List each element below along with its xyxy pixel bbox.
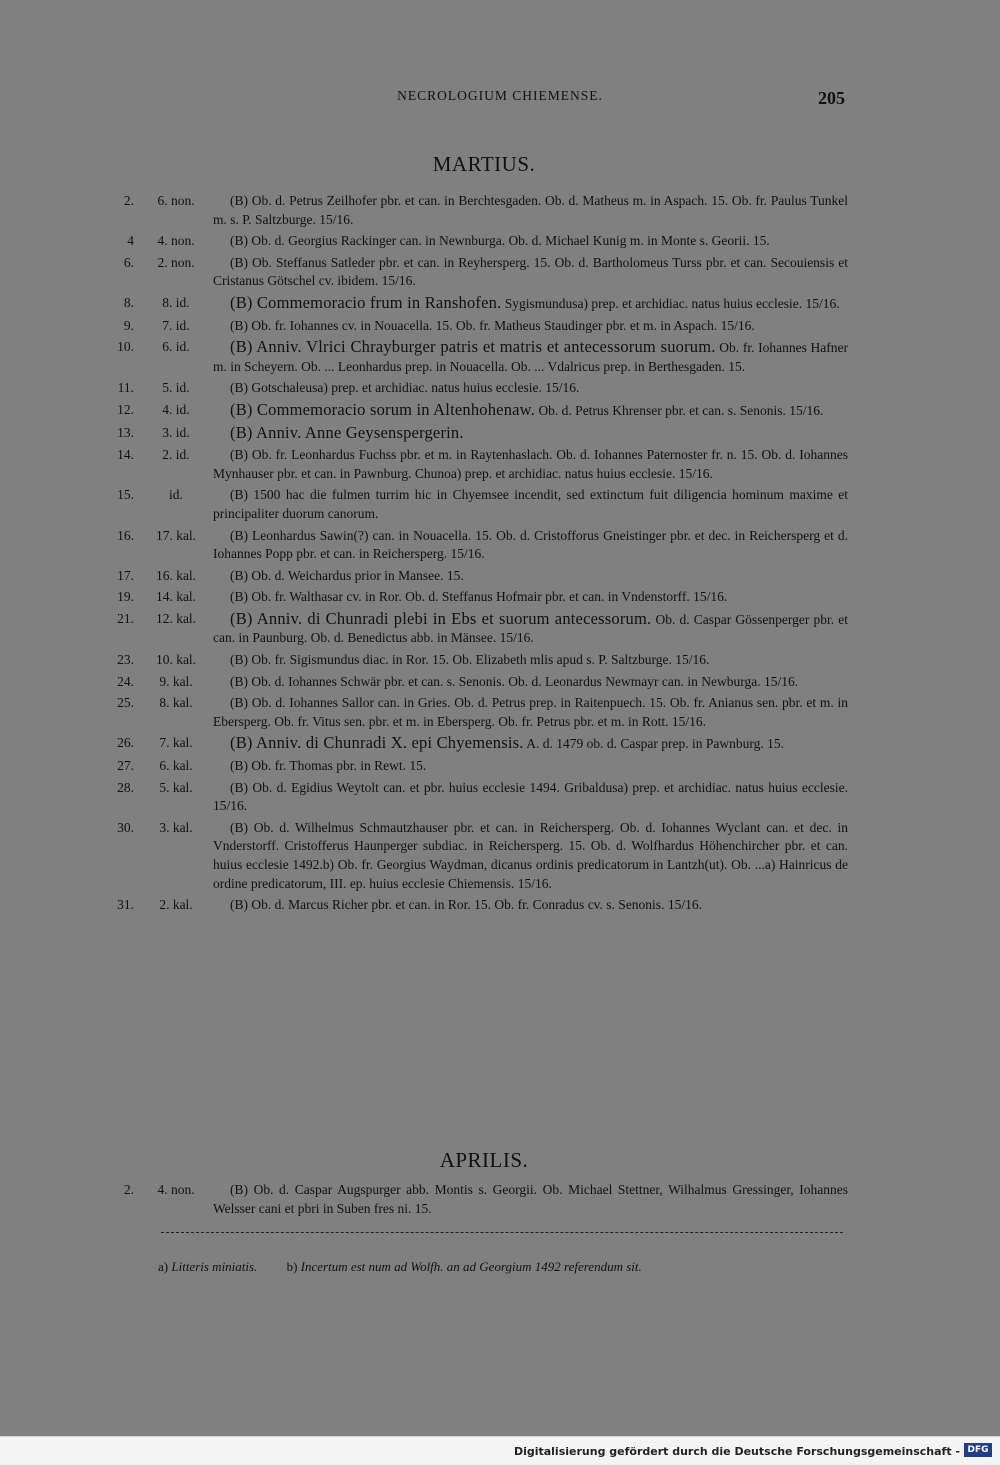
footnote-text: Litteris miniatis.	[171, 1259, 258, 1274]
entry-day: 11.	[117, 380, 134, 396]
entry-calendar-date: 4. non.	[157, 1182, 195, 1197]
entry-text	[213, 757, 848, 776]
entry-day: 15.	[117, 487, 134, 503]
entry-text	[213, 338, 848, 376]
entry-day: 19.	[117, 589, 134, 605]
entry-text	[213, 819, 848, 893]
necrology-entry	[100, 1181, 848, 1218]
entry-day: 30.	[117, 819, 134, 835]
necrology-entry	[100, 294, 848, 314]
entry-day: 25.	[117, 695, 134, 711]
necrology-entry	[100, 651, 848, 670]
entry-body: (B) Ob. d. Weichardus prior in Mansee. 15.	[230, 567, 464, 583]
entry-text	[213, 1181, 848, 1218]
entry-text	[213, 567, 848, 586]
entry-text	[213, 294, 848, 314]
entries-aprilis	[100, 1181, 848, 1221]
entry-anniversary-heading: (B) Anniv. Vlrici Chrayburger patris et matris et antecessorum suorum.	[230, 337, 716, 357]
entry-calendar-date: 10. kal.	[155, 652, 197, 668]
entry-calendar-date: 8. id.	[162, 294, 190, 310]
entry-body: (B) Ob. d. Egidius Weytolt can. et pbr. huius ecclesie 1494. Gribaldusa) prep. et archidiac. natus huius ecclesie. 15/16.	[213, 779, 848, 814]
entry-body: Sygismundusa) prep. et archidiac. natus huius ecclesie. 15/16.	[504, 295, 840, 311]
entry-calendar-date: 4. id.	[162, 401, 190, 417]
necrology-entry	[100, 527, 848, 564]
entry-day: 24.	[117, 673, 134, 689]
footnote-mark: a)	[158, 1259, 169, 1274]
entry-calendar-date: 6. kal.	[159, 758, 193, 774]
entry-day: 12.	[117, 401, 134, 417]
entry-text	[213, 254, 848, 291]
entry-calendar-date: 6. non.	[157, 193, 195, 208]
necrology-entry	[100, 379, 848, 398]
section-heading-aprilis: APRILIS.	[439, 1148, 529, 1172]
necrology-entry	[100, 757, 848, 776]
entry-day: 23.	[117, 652, 134, 668]
footnote-b	[287, 1259, 642, 1274]
entry-calendar-date: 5. id.	[162, 380, 190, 396]
necrology-entry	[100, 896, 848, 915]
necrology-entry	[100, 734, 848, 754]
entry-calendar-date: 3. id.	[162, 424, 190, 440]
necrology-entry	[100, 567, 848, 586]
entry-text	[213, 401, 848, 421]
footnote-mark: b)	[286, 1259, 298, 1274]
entry-text	[213, 424, 848, 444]
entry-anniversary-heading: (B) Anniv. di Chunradi X. epi Chyemensis.	[230, 733, 524, 753]
digitization-credit: Digitalisierung gefördert durch die Deutsche Forschungsgemeinschaft -	[513, 1445, 960, 1458]
necrology-entry	[100, 819, 848, 893]
entry-anniversary-heading: (B) Commemoracio frum in Ranshofen.	[230, 292, 502, 312]
footnotes	[158, 1259, 848, 1275]
entry-calendar-date: 2. id.	[162, 447, 190, 463]
entry-text	[213, 527, 848, 564]
entry-calendar-date: 4. non.	[157, 233, 195, 249]
necrology-entry	[100, 610, 848, 648]
necrology-entry	[100, 232, 848, 251]
entry-day: 28.	[117, 779, 134, 795]
entry-body: (B) Gotschaleusa) prep. et archidiac. natus huius ecclesie. 15/16.	[230, 380, 580, 396]
entry-body: (B) Ob. d. Georgius Rackinger can. in Newnburga. Ob. d. Michael Kunig m. in Monte s. Georii. 15.	[230, 233, 770, 249]
entry-calendar-date: 6. id.	[162, 339, 190, 355]
entry-text	[213, 610, 848, 648]
entry-day: 27.	[117, 758, 134, 774]
entry-day: 6.	[123, 254, 134, 270]
necrology-entry	[100, 779, 848, 816]
entry-calendar-date: 12. kal.	[155, 610, 197, 626]
entry-text	[213, 379, 848, 398]
footnote-divider	[161, 1232, 843, 1233]
entry-calendar-date: 5. kal.	[159, 779, 193, 795]
entry-body: (B) Ob. d. Marcus Richer pbr. et can. in Ror. 15. Ob. fr. Conradus cv. s. Senonis. 15/16.	[230, 897, 702, 913]
entry-day: 26.	[117, 735, 134, 751]
entry-day: 17.	[117, 567, 134, 583]
entry-body: (B) Leonhardus Sawin(?) can. in Nouacella. 15. Ob. d. Cristofforus Gneistinger pbr. et dec. in Reichersperg et d. Iohannes Popp pbr. et can. in Reichersperg. 15/16.	[213, 527, 848, 562]
entry-body: (B) Ob. d. Caspar Augspurger abb. Montis s. Georgii. Ob. Michael Stettner, Wilhalmus Gressinger, Iohannes Welsser cani et pbri in Suben fres ni. 15.	[213, 1182, 848, 1216]
entry-text	[213, 446, 848, 483]
entry-anniversary-heading: (B) Anniv. di Chunradi plebi in Ebs et suorum antecessorum.	[230, 608, 652, 628]
entry-day: 14.	[117, 447, 134, 463]
entry-body: (B) 1500 hac die fulmen turrim hic in Chyemsee incendit, sed extinctum fuit diligencia hominum maxime et principaliter duorum canorum.	[213, 487, 848, 521]
entry-calendar-date: id.	[169, 487, 183, 503]
necrology-entry	[100, 673, 848, 692]
necrology-entry	[100, 694, 848, 731]
entry-text	[213, 192, 848, 229]
entry-day: 21.	[117, 610, 134, 626]
necrology-entry	[100, 338, 848, 376]
entry-calendar-date: 2. kal.	[159, 897, 193, 913]
section-heading-martius: MARTIUS.	[432, 152, 536, 176]
running-title: NECROLOGIUM CHIEMENSE.	[397, 88, 603, 103]
entry-calendar-date: 7. kal.	[159, 735, 193, 751]
necrology-entry	[100, 192, 848, 229]
entry-text	[213, 779, 848, 816]
page-number: 205	[818, 88, 845, 108]
entry-body: Ob. d. Petrus Khrenser pbr. et can. s. Senonis. 15/16.	[538, 402, 824, 418]
footnote-a	[158, 1259, 261, 1274]
entry-body: (B) Ob. d. Iohannes Schwär pbr. et can. s. Senonis. Ob. d. Leonardus Newmayr can. in Newburga. 15/16.	[230, 673, 799, 689]
entry-calendar-date: 14. kal.	[155, 589, 197, 605]
entry-text	[213, 232, 848, 251]
necrology-entry	[100, 424, 848, 444]
entry-calendar-date: 3. kal.	[159, 819, 193, 835]
entry-text	[213, 694, 848, 731]
necrology-entry	[100, 317, 848, 336]
entry-day: 13.	[117, 424, 134, 440]
entry-day: 8.	[123, 294, 134, 310]
entry-text	[213, 588, 848, 607]
entry-day: 9.	[123, 317, 134, 333]
entry-day: 10.	[117, 339, 134, 355]
entry-body: A. d. 1479 ob. d. Caspar prep. in Pawnburg. 15.	[526, 736, 784, 752]
footnote-text: Incertum est num ad Wolfh. an ad Georgium 1492 referendum sit.	[300, 1259, 642, 1274]
dfg-logo: DFG	[964, 1443, 992, 1457]
entry-text	[213, 896, 848, 915]
entry-calendar-date: 8. kal.	[159, 695, 193, 711]
entry-day: 16.	[117, 527, 134, 543]
entry-body: Ob. d. Caspar Gössenperger pbr. et can. in Paunburg. Ob. d. Benedictus abb. in Mänsee. 15/16.	[213, 611, 848, 646]
entry-day: 2.	[123, 1182, 134, 1197]
entry-text	[213, 651, 848, 670]
entry-body: (B) Ob. Steffanus Satleder pbr. et can. in Reyhersperg. 15. Ob. d. Bartholomeus Turss pbr. et can. Secouiensis et Cristanus Götschel cv. ibidem. 15/16.	[213, 254, 848, 289]
entry-calendar-date: 9. kal.	[159, 673, 193, 689]
entry-body: Ob. fr. Iohannes Hafner m. in Scheyern. Ob. ... Leonhardus prep. in Nouacella. Ob. ... Vdalricus prep. in Berthesgaden. 15.	[213, 340, 848, 374]
entry-body: (B) Ob. fr. Walthasar cv. in Ror. Ob. d. Steffanus Hofmair pbr. et can. in Vndenstorff. 15/16.	[230, 589, 728, 605]
entry-text	[213, 317, 848, 336]
entry-body: (B) Ob. d. Wilhelmus Schmautzhauser pbr. et can. in Reichersperg. Ob. d. Iohannes Wyclant can. et dec. in Vnderstorff. Cristofferus Haunperger subdiac. in Reichersperg. 15. Ob. d. Wolfhardus Höhenchircher pbr. et can. huius ecclesie 1492.b) Ob. fr. Georgius Waydman, dicanus ordinis predicatorum in Lantzh(ut). Ob. ...a) Hainricus de ordine predicatorum, III. ep. huius ecclesie Chiemensis. 15/16.	[213, 819, 848, 891]
entry-calendar-date: 17. kal.	[155, 527, 197, 543]
entry-day: 2.	[123, 193, 134, 208]
entry-text	[213, 734, 848, 754]
entry-body: (B) Ob. fr. Sigismundus diac. in Ror. 15. Ob. Elizabeth mlis apud s. P. Saltzburge. 15/16.	[230, 652, 710, 668]
necrology-entry	[100, 401, 848, 421]
entry-calendar-date: 16. kal.	[155, 567, 197, 583]
entries-martius	[100, 192, 848, 918]
entry-body: (B) Ob. d. Petrus Zeilhofer pbr. et can. in Berchtesgaden. Ob. d. Matheus m. in Aspach. 15. Ob. fr. Paulus Tunkel m. s. P. Saltzburge. 15/16.	[213, 193, 848, 227]
entry-calendar-date: 2. non.	[157, 254, 195, 270]
necrology-entry	[100, 254, 848, 291]
entry-day: 31.	[117, 897, 134, 913]
entry-text	[213, 673, 848, 692]
entry-body: (B) Ob. fr. Thomas pbr. in Rewt. 15.	[230, 758, 427, 774]
entry-text	[213, 486, 848, 523]
necrology-entry	[100, 486, 848, 523]
entry-day: 4	[127, 233, 134, 249]
necrology-entry	[100, 446, 848, 483]
entry-body: (B) Ob. fr. Iohannes cv. in Nouacella. 15. Ob. fr. Matheus Staudinger pbr. et m. in Aspach. 15/16.	[230, 317, 755, 333]
entry-body: (B) Ob. fr. Leonhardus Fuchss pbr. et m. in Raytenhaslach. Ob. d. Iohannes Paternoster fr. n. 15. Ob. d. Iohannes Mynhauser pbr. et can. in Pawnburg. Chunoa) prep. et archidiac. natus huius ecclesie. 15/16.	[213, 447, 848, 481]
entry-anniversary-heading: (B) Commemoracio sorum in Altenhohenaw.	[230, 399, 536, 419]
digitization-footer	[0, 1436, 1000, 1465]
entry-calendar-date: 7. id.	[162, 317, 190, 333]
necrology-entry	[100, 588, 848, 607]
entry-anniversary-heading: (B) Anniv. Anne Geysenspergerin.	[230, 422, 464, 442]
entry-body: (B) Ob. d. Iohannes Sallor can. in Gries. Ob. d. Petrus prep. in Raitenpuech. 15. Ob. fr. Anianus sen. pbr. et m. in Ebersperg. Ob. fr. Vitus sen. pbr. et m. in Ebersperg. Ob. fr. Petrus pbr. et m. in Rott. 15/16.	[213, 695, 848, 729]
